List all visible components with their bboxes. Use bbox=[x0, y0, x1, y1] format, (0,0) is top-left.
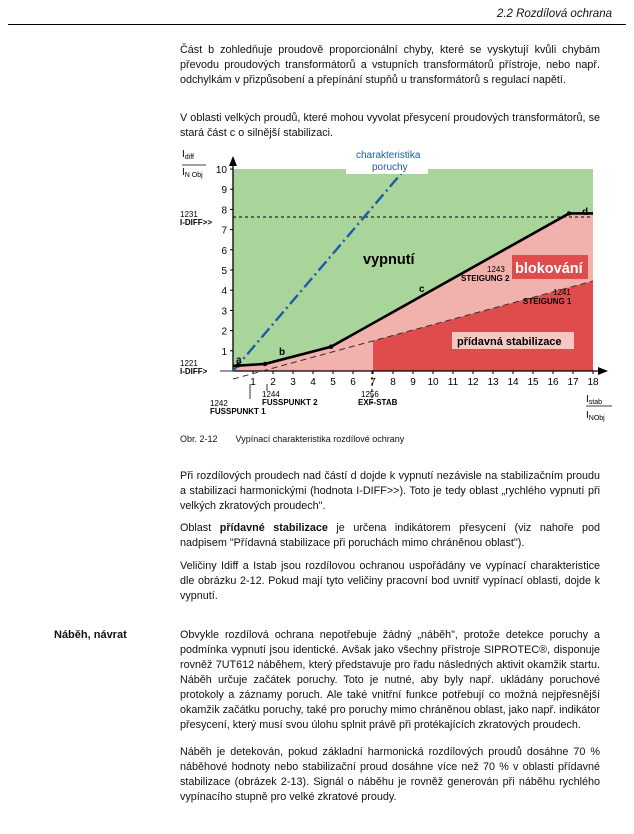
paragraph-2: V oblasti velkých proudů, které mohou vyvolat přesycení proudových transformátorů, se stará část c o silnější stabilizaci. bbox=[180, 112, 600, 139]
x-ticks bbox=[250, 371, 599, 388]
segment-b: b bbox=[279, 347, 286, 358]
figure-caption bbox=[180, 432, 404, 447]
x-tick-label: 3 bbox=[290, 377, 296, 388]
x-tick-label: 12 bbox=[467, 377, 479, 388]
x-tick-label: 16 bbox=[547, 377, 559, 388]
y-tick-label: 7 bbox=[221, 225, 227, 237]
segment-point bbox=[263, 362, 267, 366]
x-tick-label: 10 bbox=[427, 377, 439, 388]
param-1221: 1221 bbox=[180, 359, 198, 368]
fusspunkt2-label: FUSSPUNKT 2 bbox=[262, 398, 318, 407]
block-region-label: blokování bbox=[515, 261, 583, 277]
tripping-characteristic-chart bbox=[176, 144, 616, 429]
y-tick-label: 6 bbox=[221, 245, 227, 257]
x-tick-label: 14 bbox=[507, 377, 519, 388]
paragraph-1: Část b zohledňuje proudově proporcionální chyby, které se vyskytují kvůli chybám převodu proudových transformátorů a vstupních transformátorů přístroje, nebo např. odchylkám v přizpůsobení a přepínání stupňů u transformátorů s regulací napětí. bbox=[180, 44, 600, 86]
idiff-high-label: I-DIFF>> bbox=[180, 218, 213, 227]
fault-line-label-2: poruchy bbox=[372, 162, 408, 173]
caption-number: Obr. 2-12 bbox=[180, 434, 218, 444]
add-stab-term: přídavné stabilizace bbox=[219, 522, 328, 534]
x-tick-label: 9 bbox=[410, 377, 416, 388]
x-axis-arrow bbox=[598, 367, 608, 375]
y-tick-label: 9 bbox=[221, 185, 227, 197]
param-1242: 1242 bbox=[210, 399, 228, 408]
segment-point bbox=[567, 211, 571, 215]
y-tick-label: 10 bbox=[215, 165, 227, 176]
y-ticks bbox=[216, 165, 233, 358]
param-1256: 1256 bbox=[361, 390, 379, 399]
x-tick-label: 5 bbox=[330, 377, 336, 388]
y-tick-label: 4 bbox=[221, 286, 227, 298]
x-axis-label-bottom: $I_{NObj}$ bbox=[586, 410, 605, 422]
param-1244: 1244 bbox=[262, 390, 280, 399]
exf-stab-label: EXF-STAB bbox=[358, 398, 398, 407]
segment-point bbox=[329, 345, 333, 349]
fusspunkt1-label: FUSSPUNKT 1 bbox=[210, 407, 266, 416]
paragraph-7: Náběh je detekován, pokud základní harmonická rozdílových proudů dosáhne 70 % náběhové hodnoty nebo stabilizační proud dosáhne více než 70 % v oblasti přídavné stabilizace (obrázek 2-13). Signál o náběhu je rovněž generován při náběhu rychlého vypínacího stupně pro velké zkratové proudy. bbox=[180, 746, 600, 803]
steigung1-label: STEIGUNG 1 bbox=[523, 297, 572, 306]
paragraph-6: Obvykle rozdílová ochrana nepotřebuje žádný „náběh", protože detekce poruchy a podmínka vypnutí jsou identické. Avšak jako všechny přístroje SIPROTEC®, disponuje rovněž 7UT612 náběhem, který představuje pro řadu následných aktivit okamžik startu. Náběh určuje začátek poruchy. Toto je nutné, aby byly např. ukládány poruchové protokoly a záznamy poruch. Ale také vnitřní funkce potřebují co možná nejpřesnější okamžik začátku poruchy, také pro poruchy mimo chráněnou oblast, jako např. indikátor přesycení, který musí svou úlohu splnit právě při protékajících zkratových proudech. bbox=[180, 629, 600, 731]
param-1231: 1231 bbox=[180, 210, 198, 219]
fault-line-label-1: charakteristika bbox=[356, 150, 421, 161]
steigung2-label: STEIGUNG 2 bbox=[461, 274, 510, 283]
trip-region-label: vypnutí bbox=[363, 252, 415, 268]
x-tick-label: 6 bbox=[350, 377, 356, 388]
segment-a: a bbox=[236, 355, 242, 366]
paragraph-4: Oblast přídavné stabilizace je určena indikátorem přesycení (viz nahoře pod nadpisem "Přídavná stabilizace při poruchách mimo chráněnou oblast"). bbox=[180, 522, 600, 549]
x-tick-label: 18 bbox=[587, 377, 599, 388]
paragraph-3: Při rozdílových proudech nad částí d dojde k vypnutí nezávisle na stabilizačním proudu a stabilizaci harmonickými (hodnota I-DIFF>>). Toto je tedy oblast „rychlého vypnutí při velkých zkratových proudech". bbox=[180, 470, 600, 512]
y-tick-label: 8 bbox=[221, 205, 227, 217]
y-tick-label: 5 bbox=[221, 266, 227, 277]
x-tick-label: 8 bbox=[390, 377, 396, 388]
x-tick-label: 13 bbox=[487, 377, 499, 388]
paragraph-5: Veličiny Idiff a Istab jsou rozdílovou ochranou uspořádány ve vypínací charakteristice dle obrázku 2-12. Pokud mají tyto veličiny pracovní bod uvnitř vypínací oblasti, dojde k vypnutí. bbox=[180, 560, 600, 602]
x-tick-label: 15 bbox=[527, 377, 539, 388]
x-axis-label-top: $I_{stab}$ bbox=[586, 394, 603, 406]
add-stab-region-label: přídavná stabilizace bbox=[457, 336, 562, 348]
section-heading: Náběh, návrat bbox=[54, 629, 127, 641]
x-tick-label: 1 bbox=[250, 377, 256, 388]
idiff-low-label: I-DIFF> bbox=[180, 367, 208, 376]
caption-text: Vypínací charakteristika rozdílové ochrany bbox=[235, 434, 405, 444]
y-axis-arrow bbox=[229, 156, 237, 166]
y-tick-label: 1 bbox=[221, 346, 227, 358]
segment-d: d bbox=[582, 207, 589, 218]
segment-c: c bbox=[419, 284, 425, 295]
header-title: 2.2 Rozdílová ochrana bbox=[496, 8, 612, 20]
y-axis-label-top: $I_{diff}$ bbox=[182, 149, 194, 161]
y-axis-label-bottom: $I_{N Obj}$ bbox=[182, 167, 203, 179]
param-1243: 1243 bbox=[487, 265, 505, 274]
x-tick-label: 7 bbox=[370, 377, 376, 388]
x-tick-label: 11 bbox=[447, 377, 459, 388]
header-rule bbox=[8, 24, 626, 25]
param-1241: 1241 bbox=[553, 288, 571, 297]
y-tick-label: 2 bbox=[221, 326, 227, 338]
x-tick-label: 2 bbox=[270, 377, 276, 388]
x-tick-label: 4 bbox=[310, 377, 316, 388]
y-tick-label: 3 bbox=[221, 306, 227, 318]
x-tick-label: 17 bbox=[567, 377, 579, 388]
